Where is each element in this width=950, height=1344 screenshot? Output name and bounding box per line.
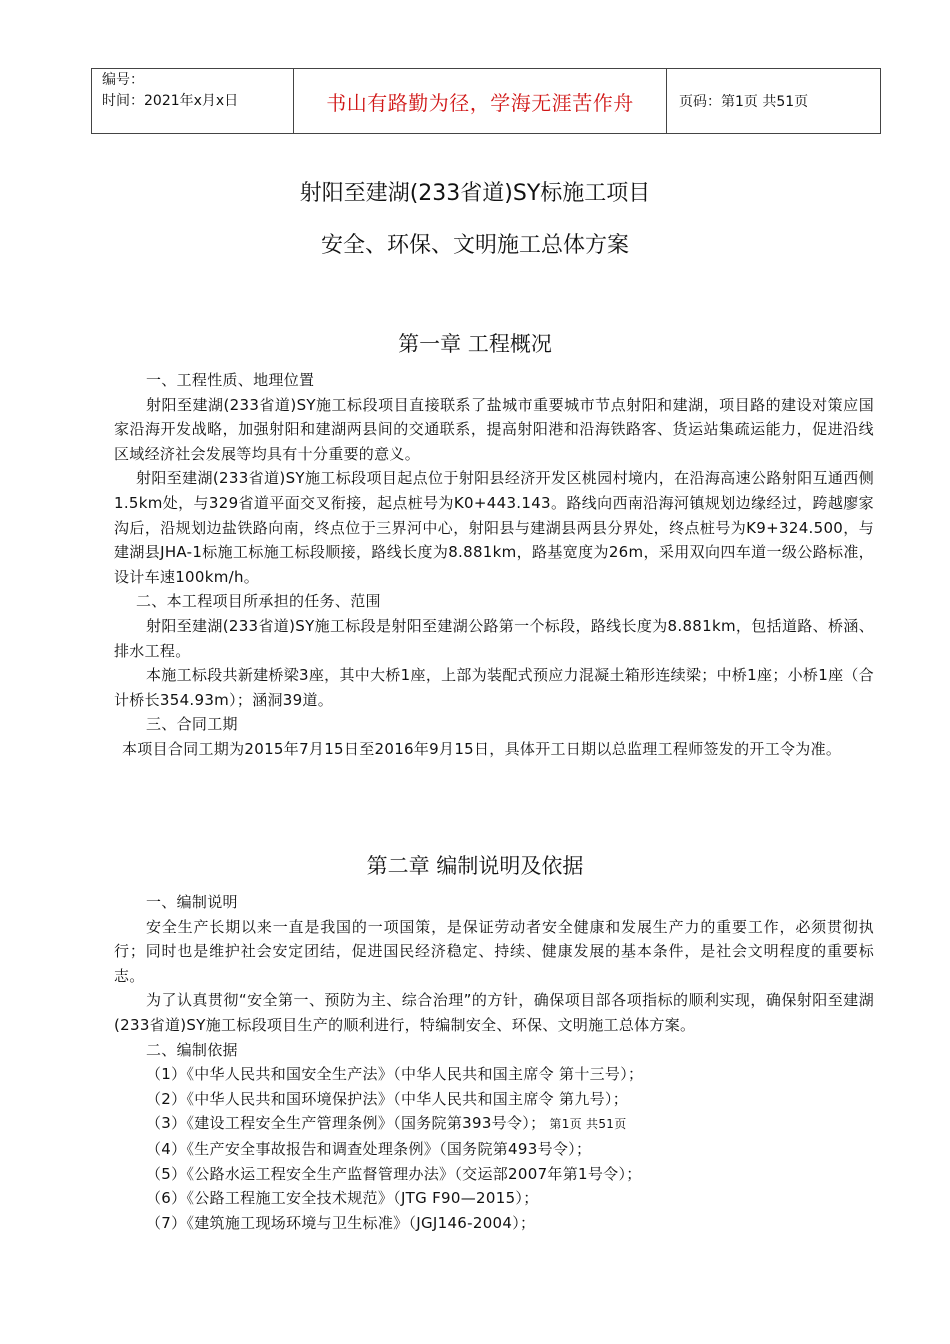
chapter2-body: [114, 890, 874, 1235]
chapter1-section2-title: 二、本工程项目所承担的任务、范围: [136, 592, 381, 611]
chapter1-section1-paragraph2: 射阳至建湖(233省道)SY施工标段项目起点位于射阳县经济开发区桃园村境内，在沿海高速公路射阳互通西侧1.5km处，与329省道平面交叉衔接，起点桩号为K0+443.143。路线向西南沿海河镇规划边缘经过，跨越廖家沟后，沿规划边盐铁路向南，终点位于三界河中心，射阳县与建湖县两县分界处，终点桩号为K9+324.500，与建湖县JHA-1标施工标施工标段顺接，路线长度为8.881km，路基宽度为26m，采用双向四车道一级公路标准，设计车速100km/h。: [114, 469, 874, 586]
header-page-info: 页码：第1页 共51页: [679, 94, 809, 110]
chapter1-section1-title: 一、工程性质、地理位置: [146, 371, 315, 389]
chapter1-heading: 第一章 工程概况: [398, 332, 552, 356]
reference-item-6: （6）《公路工程施工安全技术规范》（JTG F90—2015）；: [146, 1189, 539, 1208]
document-number-label: 编号：: [102, 72, 144, 88]
header-meta-cell: [92, 69, 294, 133]
page-footmark: 第1页 共51页: [549, 1117, 627, 1132]
chapter2-heading: 第二章 编制说明及依据: [366, 854, 584, 878]
reference-item-4: （4）《生产安全事故报告和调查处理条例》（国务院第493号令）；: [146, 1139, 592, 1158]
document-title-line2: 安全、环保、文明施工总体方案: [320, 233, 629, 258]
chapter2-section2-title: 二、编制依据: [146, 1040, 238, 1059]
chapter2-section1-title: 一、编制说明: [146, 893, 238, 911]
header-table: [91, 68, 881, 134]
reference-item-3: （3）《建设工程安全生产管理条例》（国务院第393号令）；: [146, 1114, 546, 1133]
chapter1-section2-paragraph2: 本施工标段共新建桥梁3座，其中大桥1座，上部为装配式预应力混凝土箱形连续梁；中桥1座；小桥1座（合计桥长354.93m）；涵洞39道。: [114, 666, 874, 709]
document-title-line1: 射阳至建湖(233省道)SY标施工项目: [299, 181, 651, 206]
chapter2-section1-paragraph1: 安全生产长期以来一直是我国的一项国策，是保证劳动者安全健康和发展生产力的重要工作，必须贯彻执行；同时也是维护社会安定团结，促进国民经济稳定、持续、健康发展的基本条件，是社会文明程度的重要标志。: [114, 917, 874, 985]
chapter1-body: [114, 368, 874, 762]
reference-item-7: （7）《建筑施工现场环境与卫生标准》（JGJ146-2004）；: [146, 1213, 536, 1232]
chapter1-section3-paragraph1: 本项目合同工期为2015年7月15日至2016年9月15日，具体开工日期以总监理工程师签发的开工令为准。: [122, 739, 842, 758]
reference-item-3-line: [114, 1111, 874, 1137]
chapter2-section1-paragraph2: 为了认真贯彻“安全第一、预防为主、综合治理”的方针，确保项目部各项指标的顺利实现，确保射阳至建湖(233省道)SY施工标段项目生产的顺利进行，特编制安全、环保、文明施工总体方案。: [114, 991, 874, 1034]
chapter1-section2-paragraph1: 射阳至建湖(233省道)SY施工标段是射阳至建湖公路第一个标段，路线长度为8.881km，包括道路、桥涵、排水工程。: [114, 616, 874, 660]
reference-item-5: （5）《公路水运工程安全生产监督管理办法》（交运部2007年第1号令）；: [146, 1164, 642, 1183]
document-time-label: 时间：2021年x月x日: [102, 93, 239, 109]
reference-item-2: （2）《中华人民共和国环境保护法》（中华人民共和国主席令 第九号）；: [146, 1089, 629, 1108]
chapter1-section1-paragraph1: 射阳至建湖(233省道)SY施工标段项目直接联系了盐城市重要城市节点射阳和建湖，项目路的建设对策应国家沿海开发战略，加强射阳和建湖两县间的交通联系，提高射阳港和沿海铁路客、货运站集疏运能力，促进沿线区域经济社会发展等均具有十分重要的意义。: [114, 395, 874, 463]
header-motto: 书山有路勤为径，学海无涯苦作舟: [294, 69, 667, 133]
reference-item-1: （1）《中华人民共和国安全生产法》（中华人民共和国主席令 第十三号）；: [146, 1065, 644, 1084]
chapter1-section3-title: 三、合同工期: [146, 715, 238, 734]
